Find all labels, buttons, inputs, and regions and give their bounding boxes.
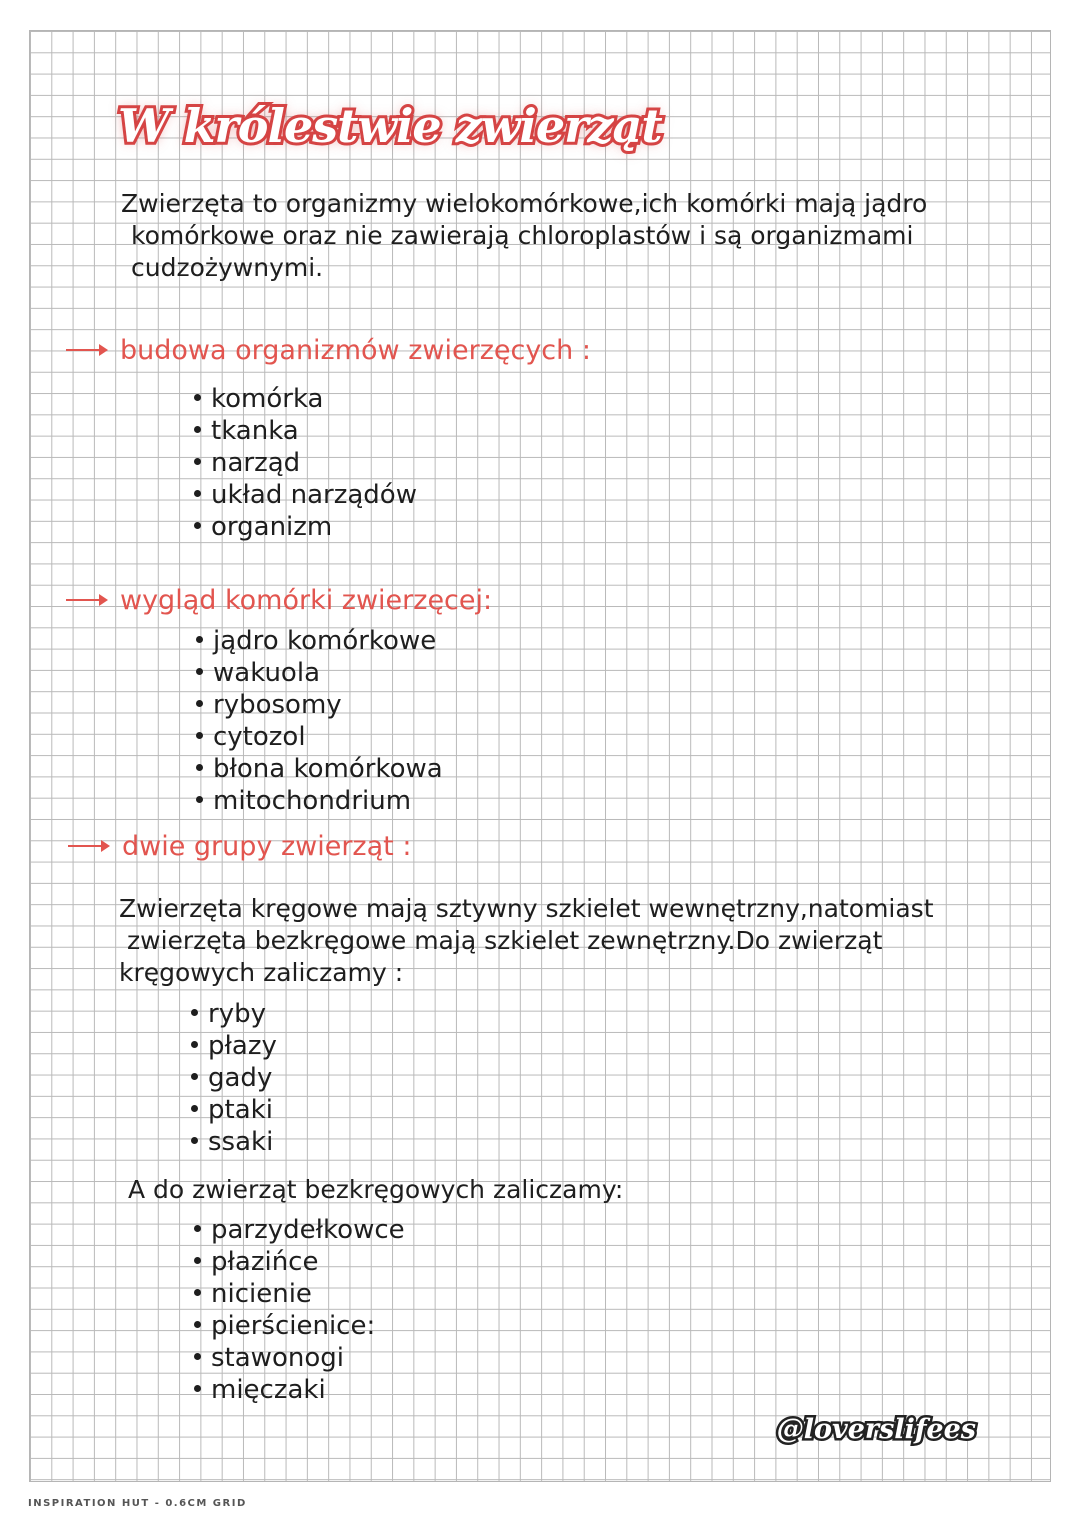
list-item-label: komórka [211, 384, 324, 414]
list-item [194, 1342, 405, 1374]
groups-paragraph-line-3: kręgowych zaliczamy : [119, 958, 404, 987]
invertebrates-intro: A do zwierząt bezkręgowych zaliczamy: [128, 1175, 624, 1204]
list-item-label: gady [208, 1063, 273, 1093]
list-item-label: narząd [211, 448, 301, 478]
section-heading-structure [66, 334, 591, 368]
groups-paragraph-line-1: Zwierzęta kręgowe mają sztywny szkielet wewnętrzny,natomiast [119, 894, 934, 923]
bullet-icon [196, 700, 203, 707]
list-item [194, 1214, 405, 1246]
list-item-label: płazy [208, 1031, 277, 1061]
paper-footer-label: INSPIRATION HUT - 0.6CM GRID [28, 1498, 247, 1509]
list-item-label: ryby [208, 999, 266, 1029]
list-item [196, 753, 443, 785]
list-item-label: tkanka [211, 416, 299, 446]
list-item-label: ptaki [208, 1095, 273, 1125]
list-item [194, 383, 417, 415]
list-item [191, 1030, 277, 1062]
intro-line-3: cudzożywnymi. [131, 253, 324, 282]
list-item [191, 998, 277, 1030]
section-heading-label: dwie grupy zwierząt : [122, 831, 412, 862]
bullet-icon [191, 1137, 198, 1144]
list-item [194, 1374, 405, 1406]
list-item-label: parzydełkowce [211, 1215, 405, 1245]
arrow-right-icon [66, 349, 106, 351]
intro-line-1: Zwierzęta to organizmy wielokomórkowe,ich komórki mają jądro [121, 189, 928, 218]
list-item [194, 1246, 405, 1278]
list-item-label: ssaki [208, 1127, 274, 1157]
invertebrates-list [194, 1214, 405, 1406]
list-item-label: układ narządów [211, 480, 417, 510]
list-item-label: płazińce [211, 1247, 319, 1277]
groups-paragraph-line-2: zwierzęta bezkręgowe mają szkielet zewnętrzny.Do zwierząt [127, 926, 883, 955]
intro-line-2: komórkowe oraz nie zawierają chloroplastów i są organizmami [131, 221, 914, 250]
bullet-icon [191, 1009, 198, 1016]
bullet-icon [196, 668, 203, 675]
vertebrates-list [191, 998, 277, 1158]
list-item-label: cytozol [213, 722, 306, 752]
bullet-icon [194, 1225, 201, 1232]
page-title: W królestwie zwierząt [118, 99, 662, 153]
bullet-icon [191, 1105, 198, 1112]
list-item-label: nicienie [211, 1279, 312, 1309]
bullet-icon [196, 796, 203, 803]
list-item-label: jądro komórkowe [213, 626, 437, 656]
bullet-icon [191, 1041, 198, 1048]
bullet-icon [194, 522, 201, 529]
bullet-icon [194, 1321, 201, 1328]
list-item [194, 1310, 405, 1342]
list-item-label: błona komórkowa [213, 754, 443, 784]
bullet-icon [194, 490, 201, 497]
list-item [196, 721, 443, 753]
list-item [191, 1062, 277, 1094]
bullet-icon [194, 394, 201, 401]
bullet-icon [191, 1073, 198, 1080]
list-item [191, 1094, 277, 1126]
section-heading-groups [68, 830, 411, 864]
bullet-icon [194, 1257, 201, 1264]
bullet-icon [194, 426, 201, 433]
list-item [191, 1126, 277, 1158]
list-item [194, 511, 417, 543]
bullet-icon [196, 764, 203, 771]
list-item-label: rybosomy [213, 690, 342, 720]
bullet-icon [194, 1289, 201, 1296]
list-item [194, 479, 417, 511]
list-item [196, 785, 443, 817]
list-item [196, 625, 443, 657]
list-item-label: mięczaki [211, 1375, 326, 1405]
list-item-label: mitochondrium [213, 786, 412, 816]
arrow-right-icon [68, 845, 108, 847]
arrow-right-icon [66, 599, 106, 601]
bullet-icon [194, 458, 201, 465]
list-item-label: organizm [211, 512, 333, 542]
bullet-icon [194, 1385, 201, 1392]
list-item [194, 415, 417, 447]
cell-parts-list [196, 625, 443, 817]
list-item-label: wakuola [213, 658, 320, 688]
section-heading-label: budowa organizmów zwierzęcych : [120, 335, 591, 366]
author-signature: @loverslifees [776, 1414, 976, 1445]
list-item-label: pierścienice: [211, 1311, 376, 1341]
list-item [196, 657, 443, 689]
list-item [196, 689, 443, 721]
bullet-icon [194, 1353, 201, 1360]
list-item [194, 1278, 405, 1310]
section-heading-label: wygląd komórki zwierzęcej: [120, 585, 493, 616]
list-item-label: stawonogi [211, 1343, 344, 1373]
list-item [194, 447, 417, 479]
section-heading-cell [66, 584, 492, 618]
bullet-icon [196, 732, 203, 739]
bullet-icon [196, 636, 203, 643]
structure-list [194, 383, 417, 543]
